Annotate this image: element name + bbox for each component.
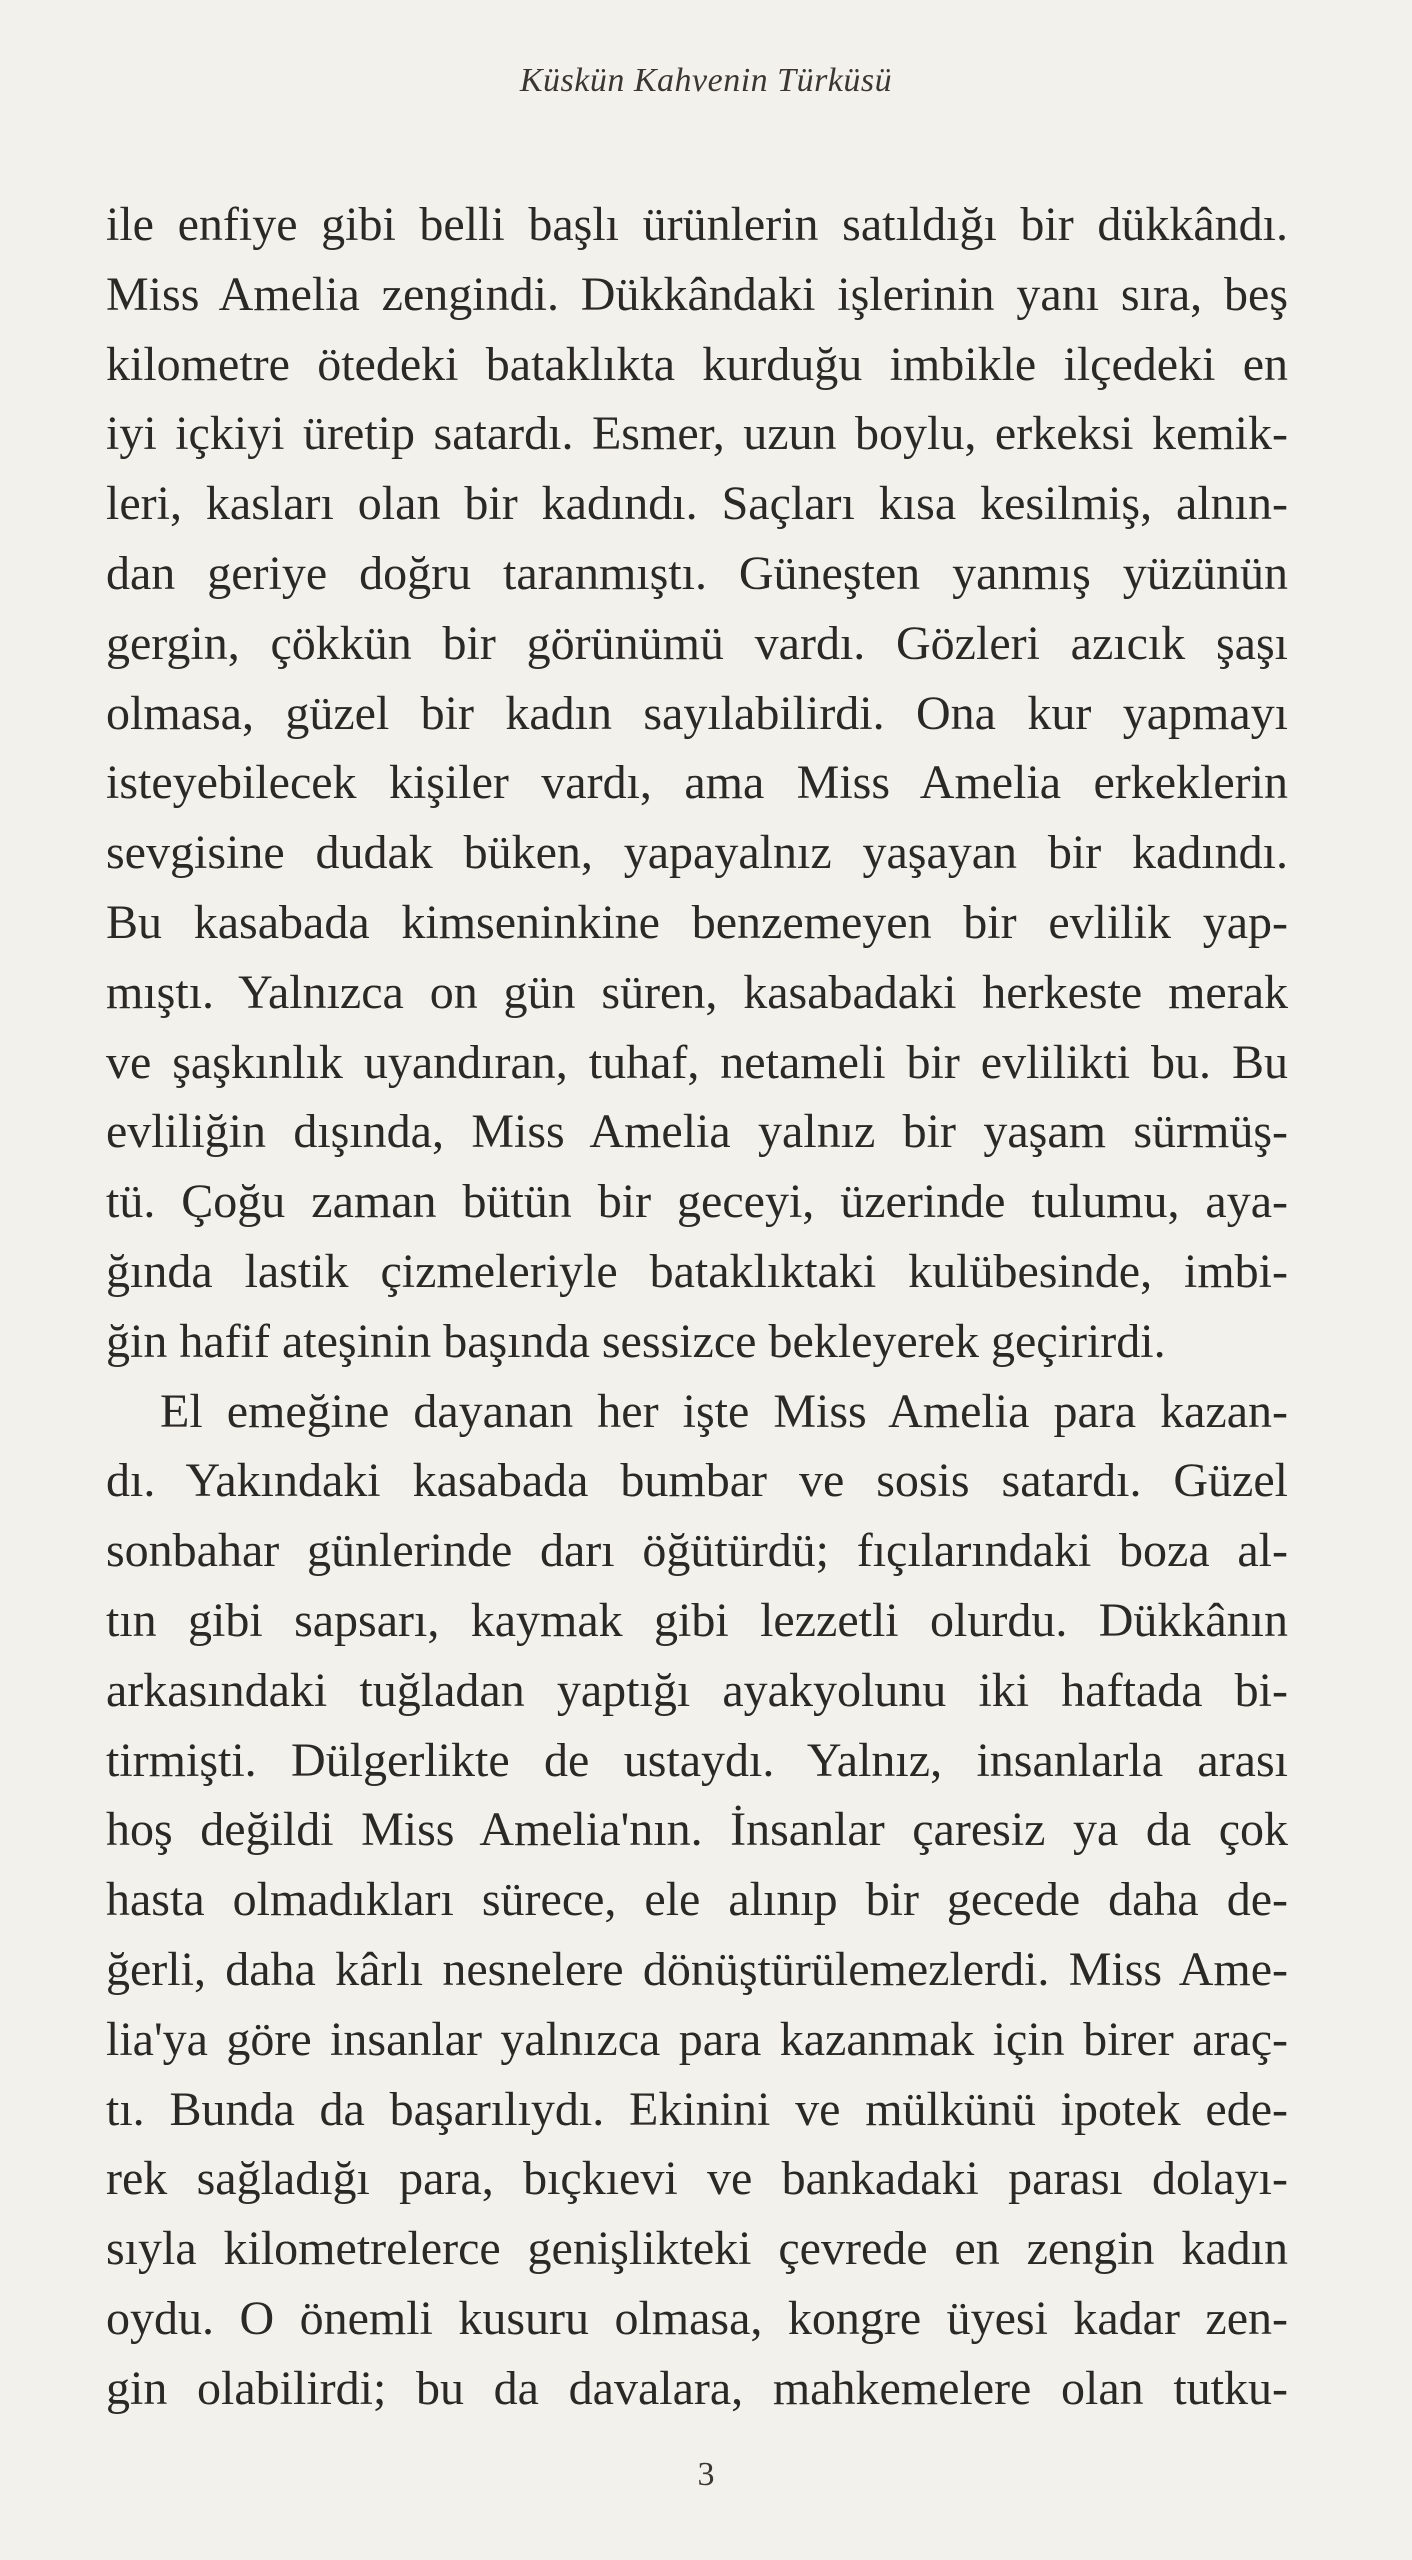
text-line: mıştı. Yalnızca on gün süren, kasabadaki herkeste merak	[106, 965, 1288, 1019]
text-line: arkasındaki tuğladan yaptığı ayakyolunu iki haftada bi-	[106, 1663, 1288, 1717]
text-line: rek sağladığı para, bıçkıevi ve bankadaki parası dolayı-	[106, 2152, 1288, 2206]
text-line: ile enfiye gibi belli başlı ürünlerin satıldığı bir dükkândı.	[106, 198, 1288, 251]
text-line: tı. Bunda da başarılıydı. Ekinini ve mülkünü ipotek ede-	[106, 2082, 1288, 2136]
text-line: gin olabilirdi; bu da davalara, mahkemelere olan tutku-	[106, 2361, 1288, 2415]
text-line: tın gibi sapsarı, kaymak gibi lezzetli olurdu. Dükkânın	[106, 1593, 1288, 1647]
text-line: hasta olmadıkları sürece, ele alınıp bir gecede daha de-	[106, 1873, 1288, 1927]
text-line: iyi içkiyi üretip satardı. Esmer, uzun boylu, erkeksi kemik-	[106, 407, 1288, 461]
text-line: gergin, çökkün bir görünümü vardı. Gözleri azıcık şaşı	[106, 616, 1288, 670]
body-text	[106, 190, 1288, 2424]
text-line: ğerli, daha kârlı nesnelere dönüştürülemezlerdi. Miss Ame-	[106, 1942, 1288, 1996]
text-line: evliliğin dışında, Miss Amelia yalnız bir yaşam sürmüş-	[106, 1105, 1288, 1159]
text-line: lia'ya göre insanlar yalnızca para kazanmak için birer araç-	[106, 2012, 1288, 2066]
text-line: kilometre ötedeki bataklıkta kurduğu imbikle ilçedeki en	[106, 337, 1288, 391]
text-line: tü. Çoğu zaman bütün bir geceyi, üzerinde tulumu, aya-	[106, 1175, 1288, 1229]
text-line: olmasa, güzel bir kadın sayılabilirdi. Ona kur yapmayı	[106, 686, 1288, 740]
text-line: sıyla kilometrelerce genişlikteki çevrede en zengin kadın	[106, 2222, 1288, 2276]
text-line: Bu kasabada kimseninkine benzemeyen bir evlilik yap-	[106, 895, 1288, 949]
text-line: dı. Yakındaki kasabada bumbar ve sosis satardı. Güzel	[106, 1454, 1288, 1508]
text-line: ğin hafif ateşinin başında sessizce bekleyerek geçirirdi.	[106, 1314, 1166, 1368]
text-line: ve şaşkınlık uyandıran, tuhaf, netameli bir evlilikti bu. Bu	[106, 1035, 1288, 1089]
text-line: ğında lastik çizmeleriyle bataklıktaki kulübesinde, imbi-	[106, 1244, 1288, 1298]
text-line: tirmişti. Dülgerlikte de ustaydı. Yalnız, insanlarla arası	[106, 1733, 1288, 1787]
text-line: leri, kasları olan bir kadındı. Saçları kısa kesilmiş, alnın-	[106, 477, 1288, 531]
text-line: sevgisine dudak büken, yapayalnız yaşayan bir kadındı.	[106, 826, 1288, 880]
text-line: dan geriye doğru taranmıştı. Güneşten yanmış yüzünün	[106, 546, 1288, 600]
text-line: sonbahar günlerinde darı öğütürdü; fıçılarındaki boza al-	[106, 1524, 1288, 1578]
text-line: hoş değildi Miss Amelia'nın. İnsanlar çaresiz ya da çok	[106, 1803, 1288, 1857]
text-line: isteyebilecek kişiler vardı, ama Miss Amelia erkeklerin	[106, 756, 1288, 810]
page-number: 3	[697, 2456, 715, 2493]
text-line: El emeğine dayanan her işte Miss Amelia para kazan-	[160, 1384, 1288, 1438]
running-head-title: Küskün Kahvenin Türküsü	[519, 62, 893, 99]
text-line: oydu. O önemli kusuru olmasa, kongre üyesi kadar zen-	[106, 2291, 1288, 2345]
text-line: Miss Amelia zengindi. Dükkândaki işlerinin yanı sıra, beş	[106, 267, 1288, 321]
